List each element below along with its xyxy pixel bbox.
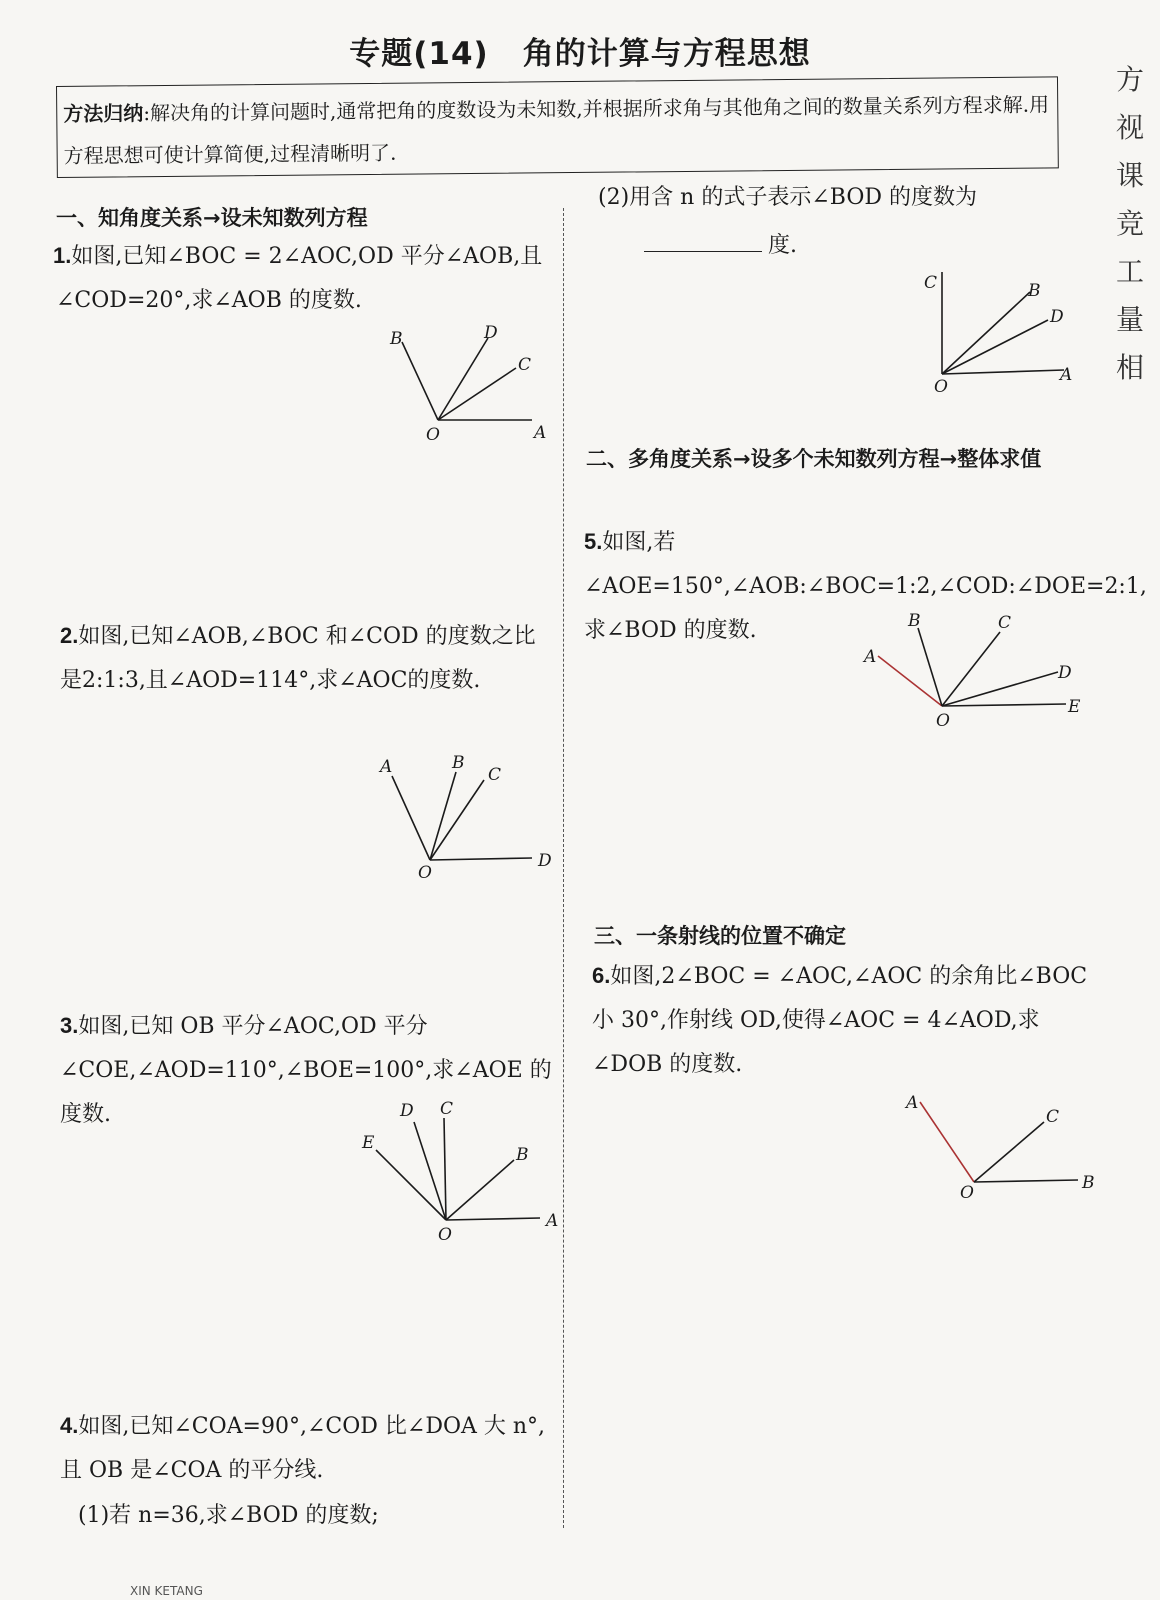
problem-4-part-1: (1)若 n=36,求∠BOD 的度数; [78, 1503, 379, 1528]
fig4-label-d: D [1050, 307, 1064, 327]
problem-6 [592, 954, 1092, 1087]
problem-2 [60, 614, 550, 703]
fig1-label-c: C [518, 355, 532, 375]
problem-2-number: 2. [60, 623, 79, 648]
problem-4-number: 4. [60, 1413, 79, 1438]
problem-6-text: 如图,2∠BOC = ∠AOC,∠AOC 的余角比∠BOC 小 30°,作射线 OD,使得∠AOC = 4∠AOD,求∠DOB 的度数. [592, 964, 1088, 1077]
fig1-label-a: A [534, 423, 547, 443]
fig1-label-b: B [390, 329, 403, 349]
title-prefix: 专题(14) [349, 36, 489, 72]
figure-3 [354, 1096, 564, 1246]
section-3-heading: 三、一条射线的位置不确定 [594, 924, 846, 948]
fig4-label-b: B [1028, 281, 1041, 301]
footer-text: XIN KETANG [130, 1584, 203, 1598]
problem-4-degree-text: 度. [768, 233, 797, 258]
fig1-label-o: O [426, 425, 440, 445]
problem-1-text: 如图,已知∠BOC = 2∠AOC,OD 平分∠AOB,且∠COD=20°,求∠AOB 的度数. [56, 244, 543, 313]
method-label: 方法归纳 [63, 101, 144, 126]
fig5-label-e: E [1068, 697, 1081, 717]
fig5-label-c: C [998, 613, 1012, 633]
problem-5-text: 如图,若∠AOE=150°,∠AOB:∠BOC=1:2,∠COD:∠DOE=2:1,求∠BOD 的度数. [584, 530, 1147, 643]
fig6-label-c: C [1046, 1107, 1060, 1127]
problem-4-part-2: (2)用含 n 的式子表示∠BOD 的度数为 [598, 185, 977, 210]
fig5-label-a: A [864, 647, 877, 667]
fig2-label-b: B [452, 753, 465, 773]
fig6-label-o: O [960, 1183, 974, 1203]
fig5-label-o: O [936, 711, 950, 731]
fig1-label-d: D [484, 323, 498, 343]
section-2-heading: 二、多角度关系→设多个未知数列方程→整体求值 [586, 447, 1042, 471]
fig2-label-d: D [538, 851, 552, 871]
fig5-label-d: D [1058, 663, 1072, 683]
problem-4 [60, 1404, 565, 1493]
problem-2-text: 如图,已知∠AOB,∠BOC 和∠COD 的度数之比是2:1:3,且∠AOD=114°,求∠AOC的度数. [60, 624, 536, 693]
fig4-label-o: O [934, 377, 948, 397]
fig3-label-a: A [546, 1211, 559, 1231]
problem-4-answer-line [644, 224, 944, 268]
fig6-label-a: A [906, 1093, 919, 1113]
fig5-label-b: B [908, 611, 921, 631]
fig2-label-c: C [488, 765, 502, 785]
problem-1 [53, 234, 546, 323]
figure-1 [380, 320, 560, 450]
fig3-label-d: D [400, 1101, 414, 1121]
problem-6-number: 6. [592, 963, 611, 988]
figure-2 [370, 750, 560, 890]
figure-5 [856, 606, 1086, 736]
problem-4-text: 如图,已知∠COA=90°,∠COD 比∠DOA 大 n°,且 OB 是∠COA 的平分线. [60, 1414, 546, 1483]
problem-3-text: 如图,已知 OB 平分∠AOC,OD 平分∠COE,∠AOD=110°,∠BOE=100°,求∠AOE 的度数. [60, 1014, 552, 1127]
fig2-label-a: A [380, 757, 393, 777]
fig6-label-b: B [1082, 1173, 1095, 1193]
method-summary-box [56, 76, 1059, 178]
page-title [0, 28, 1160, 73]
answer-blank[interactable] [644, 225, 762, 252]
margin-partial-text: 方视课竞工量相 [1116, 63, 1145, 384]
problem-1-number: 1. [53, 243, 72, 268]
fig3-label-c: C [440, 1099, 454, 1119]
problem-5-number: 5. [584, 529, 603, 554]
figure-6 [896, 1086, 1096, 1206]
fig3-label-o: O [438, 1225, 452, 1245]
method-text: :解决角的计算问题时,通常把角的度数设为未知数,并根据所求角与其他角之间的数量关系列方程求解.用方程思想可使计算简便,过程清晰明了. [63, 92, 1050, 168]
title-main: 角的计算与方程思想 [522, 36, 811, 72]
fig3-label-e: E [362, 1133, 375, 1153]
figure-4 [912, 266, 1092, 400]
problem-3-number: 3. [60, 1013, 79, 1038]
fig2-label-o: O [418, 863, 432, 883]
section-1-heading: 一、知角度关系→设未知数列方程 [56, 206, 368, 230]
fig4-label-c: C [924, 273, 938, 293]
fig4-label-a: A [1060, 365, 1073, 385]
column-divider [563, 208, 564, 1528]
fig3-label-b: B [516, 1145, 529, 1165]
